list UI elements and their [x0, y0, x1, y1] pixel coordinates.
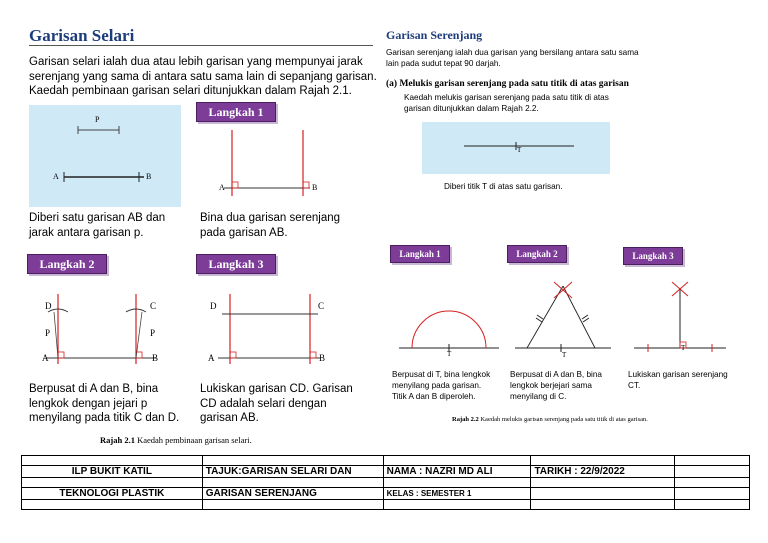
footer-spacer-row — [22, 500, 750, 510]
label-a: A — [208, 353, 215, 363]
footer-row — [22, 488, 750, 500]
label-b: B — [146, 172, 152, 181]
label-a: A — [219, 183, 225, 192]
label-t: T — [681, 344, 686, 352]
footer-date: TARIKH : 22/9/2022 — [531, 466, 675, 478]
figure-description: Kaedah pembinaan garisan selari. — [134, 435, 252, 445]
caption-line: Berpusat di A dan B, bina — [510, 370, 602, 379]
given-figure-parallel — [29, 105, 181, 207]
given-panel-parallel — [29, 105, 181, 207]
intro-line: garisan ditunjukkan dalam Rajah 2.2. — [404, 104, 539, 113]
left-intro-line: serenjang yang sama di antara satu sama lain di sepanjang garisan. — [29, 70, 377, 83]
left-title: Garisan Selari — [29, 26, 135, 45]
left-title-rule — [29, 45, 373, 46]
label-t: T — [447, 350, 452, 358]
label-b: B — [152, 353, 159, 363]
footer-title-line2: GARISAN SERENJANG — [202, 488, 383, 500]
caption-line: menyilang pada titik C dan D. — [29, 412, 180, 424]
label-d: D — [210, 301, 217, 311]
right-title: Garisan Serenjang — [386, 28, 483, 42]
footer-spacer-row — [22, 456, 750, 466]
step1-badge-parallel: Langkah 1 — [196, 102, 276, 122]
step1-caption-parallel — [200, 211, 340, 240]
footer-name: NAMA : NAZRI MD ALI — [383, 466, 531, 478]
step3-figure-perpendicular — [630, 272, 730, 362]
left-intro — [29, 55, 379, 99]
step2-badge-parallel: Langkah 2 — [27, 254, 107, 274]
intro-line: lain pada sudut tepat 90 darjah. — [386, 59, 501, 68]
given-caption-parallel — [29, 211, 165, 240]
figure-caption-perpendicular — [452, 416, 648, 423]
label-p: P — [45, 328, 51, 338]
intro-line: Kaedah melukis garisan serenjang pada satu titik di atas — [404, 93, 609, 102]
label-a: A — [42, 353, 49, 363]
step3-badge-perpendicular: Langkah 3 — [623, 247, 683, 265]
caption-line: Berpusat di A dan B, bina — [29, 383, 159, 395]
caption-line: Lukiskan garisan serenjang — [628, 370, 728, 379]
label-a: A — [53, 172, 59, 181]
figure-number: Rajah 2.1 — [100, 435, 135, 445]
caption-line: Bina dua garisan serenjang — [200, 212, 341, 224]
caption-line: menyilang di C. — [510, 392, 567, 401]
step3-badge-parallel: Langkah 3 — [196, 254, 276, 274]
step1-caption-perpendicular — [392, 369, 490, 402]
left-intro-line: Kaedah pembinaan garisan selari ditunjukkan dalam Rajah 2.1. — [29, 85, 352, 97]
footer-spacer-row — [22, 478, 750, 488]
intro-line: Garisan serenjang ialah dua garisan yang bersilang antara satu sama — [386, 48, 639, 57]
figure-caption-parallel — [100, 435, 252, 445]
caption-line: CD adalah selari dengan — [200, 397, 327, 410]
label-c: C — [318, 301, 325, 311]
caption-line: menyilang pada garisan. — [392, 381, 482, 390]
step3-caption-perpendicular — [628, 369, 728, 391]
left-intro-line: Garisan selari ialah dua atau lebih garisan yang mempunyai jarak — [29, 56, 363, 68]
sub-heading: (a) Melukis garisan serenjang pada satu titik di atas garisan — [386, 79, 629, 89]
footer-department: TEKNOLOGI PLASTIK — [22, 488, 203, 500]
given-figure-perpendicular — [422, 122, 610, 174]
caption-line: lengkok berjejari sama — [510, 381, 592, 390]
right-intro — [386, 47, 639, 69]
label-p: P — [150, 328, 156, 338]
label-p: P — [95, 115, 100, 124]
given-caption-perpendicular: Diberi titik T di atas satu garisan. — [444, 182, 563, 191]
step3-caption-parallel — [200, 382, 353, 426]
caption-line: CT. — [628, 381, 641, 390]
footer-row — [22, 466, 750, 478]
step2-caption-parallel — [29, 382, 179, 426]
label-t: T — [562, 351, 567, 359]
label-d: D — [45, 301, 52, 311]
footer-school: ILP BUKIT KATIL — [22, 466, 203, 478]
given-panel-perpendicular — [422, 122, 610, 174]
label-b: B — [312, 183, 318, 192]
footer-table — [21, 455, 750, 510]
step2-badge-perpendicular: Langkah 2 — [507, 245, 567, 263]
step2-caption-perpendicular — [510, 369, 602, 402]
caption-line: Titik A dan B diperoleh. — [392, 392, 476, 401]
footer-title-line1: TAJUK:GARISAN SELARI DAN — [202, 466, 383, 478]
caption-line: garisan AB. — [200, 412, 259, 424]
label-c: C — [150, 301, 157, 311]
figure-description: Kaedah melukis garisan serenjang pada satu titik di atas garisan. — [478, 416, 648, 423]
caption-line: Berpusat di T, bina lengkok — [392, 370, 491, 379]
figure-number: Rajah 2.2 — [452, 416, 479, 423]
step1-badge-perpendicular: Langkah 1 — [390, 245, 450, 263]
label-t: T — [517, 146, 522, 154]
label-b: B — [319, 353, 326, 363]
step2-figure-perpendicular — [513, 272, 613, 362]
caption-line: pada garisan AB. — [200, 226, 288, 239]
caption-line: jarak antara garisan p. — [29, 226, 144, 239]
caption-line: Diberi satu garisan AB dan — [29, 212, 166, 224]
caption-line: Lukiskan garisan CD. Garisan — [200, 383, 353, 395]
caption-line: lengkok dengan jejari p — [29, 397, 148, 410]
sub-intro — [404, 92, 609, 114]
footer-class: KELAS : SEMESTER 1 — [383, 488, 531, 500]
